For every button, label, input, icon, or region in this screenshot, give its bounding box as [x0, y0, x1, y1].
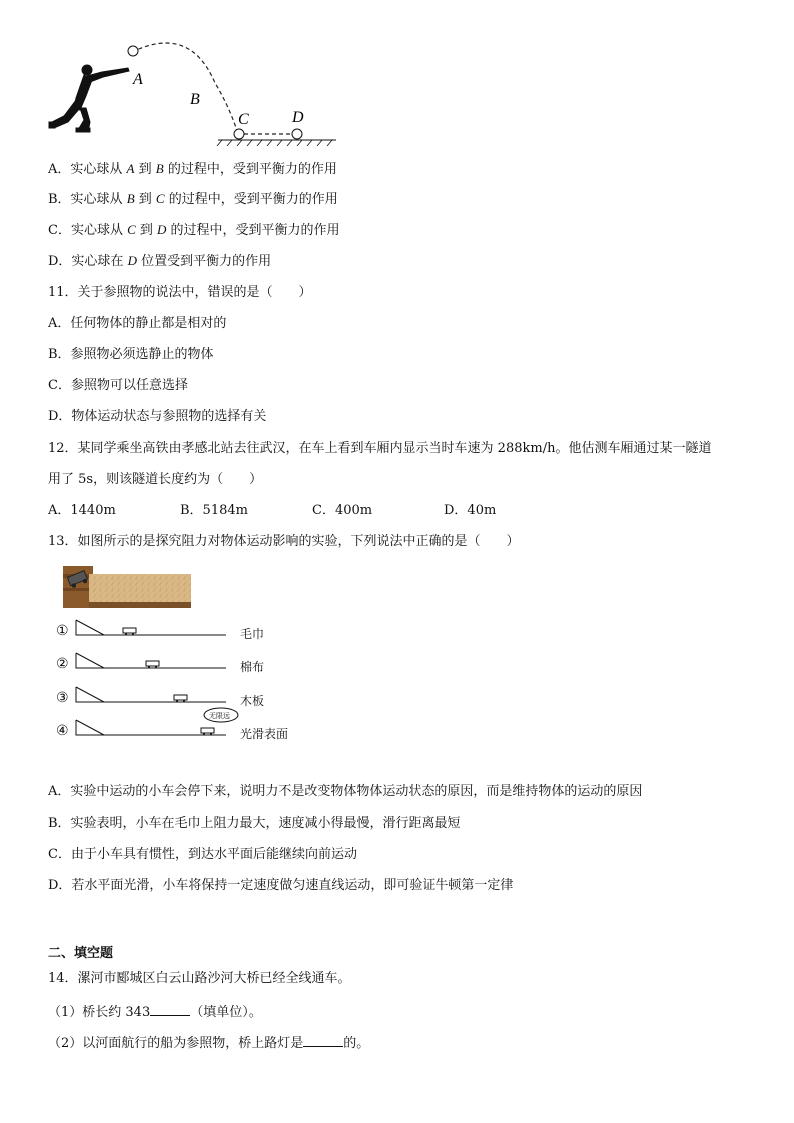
q13-option-d: D．若水平面光滑，小车将保持一定速度做匀速直线运动，即可验证牛顿第一定律 [48, 878, 514, 893]
ball-at-c [234, 129, 244, 139]
label-c: C [238, 111, 249, 128]
ground-hatching [217, 140, 332, 146]
shot-put-figure [40, 38, 350, 146]
q12-options [48, 502, 496, 520]
q14-p2-pre: （2）以河面航行的船为参照物，桥上路灯是 [48, 1036, 304, 1051]
q11-option-b: B．参照物必须选静止的物体 [48, 347, 214, 362]
row-num-2: ② [56, 657, 69, 672]
q12-option-a: A．1440m [48, 503, 116, 518]
q14-part1 [48, 1002, 262, 1022]
q11-option-a: A．任何物体的静止都是相对的 [48, 316, 227, 331]
q14-p1-pre: （1）桥长约 343 [48, 1005, 151, 1020]
q14-p1-post: （填单位）。 [190, 1005, 262, 1020]
q14-p2-post: 的。 [343, 1036, 370, 1051]
label-a: A [133, 71, 143, 88]
athlete-illustration [49, 65, 129, 132]
q11-option-c: C．参照物可以任意选择 [48, 378, 188, 393]
surface-label-1: 毛巾 [240, 627, 265, 641]
q12-stem-line1: 12．某同学乘坐高铁由孝感北站去往武汉，在车上看到车厢内显示当时车速为 288km/h。他估测车厢通过某一隧道 [48, 441, 712, 456]
q10d-pre: D．实心球在 [48, 254, 128, 269]
q14-blank-1[interactable] [150, 1002, 190, 1016]
ball-start [128, 46, 138, 56]
label-b: B [190, 91, 200, 108]
section-title: 二、填空题 [48, 946, 114, 961]
q10c-p1: C [127, 222, 136, 237]
q13-option-b: B．实验表明，小车在毛巾上阻力最大，速度减小得最慢，滑行距离最短 [48, 816, 461, 831]
surface-label-4: 光滑表面 [240, 727, 289, 741]
q14-blank-2[interactable] [303, 1033, 343, 1047]
surface-label-2: 棉布 [240, 660, 265, 674]
surface-label-3: 木板 [240, 694, 265, 708]
q12-option-b: B．5184m [180, 503, 248, 518]
q12-stem-line2: 用了 5s，则该隧道长度约为（ ） [48, 472, 263, 487]
q10b-post: 的过程中，受到平衡力的作用 [164, 192, 338, 207]
trajectory-path [132, 43, 238, 134]
ball-at-d [292, 129, 302, 139]
q10a-pre: A．实心球从 [48, 162, 127, 177]
q12-option-c: C．400m [312, 503, 373, 518]
q13-option-c: C．由于小车具有惯性，到达水平面后能继续向前运动 [48, 847, 357, 862]
q10c-mid: 到 [135, 223, 158, 238]
q11-option-d: D．物体运动状态与参照物的选择有关 [48, 409, 267, 424]
bubble-text: 无限远 [209, 712, 230, 720]
q10d-p1: D [127, 253, 137, 268]
ramp-photo [63, 566, 191, 608]
q12-option-d: D．40m [444, 503, 497, 518]
surfaces-diagram [56, 618, 306, 743]
row-num-4: ④ [56, 724, 69, 739]
q10a-mid: 到 [134, 162, 156, 177]
q13-stem: 13．如图所示的是探究阻力对物体运动影响的实验，下列说法中正确的是（ ） [48, 534, 520, 549]
q10-option-a [48, 160, 337, 179]
q10-option-b [48, 190, 338, 209]
q10d-post: 位置受到平衡力的作用 [136, 254, 272, 269]
q10a-post: 的过程中，受到平衡力的作用 [163, 162, 337, 177]
q10a-p1: A [126, 161, 135, 176]
q10c-pre: C．实心球从 [48, 223, 128, 238]
q10b-p2: C [155, 191, 165, 206]
q14-part2 [48, 1033, 369, 1053]
q14-stem: 14．漯河市郾城区白云山路沙河大桥已经全线通车。 [48, 971, 351, 986]
q10b-mid: 到 [134, 192, 156, 207]
q10-option-c [48, 221, 340, 240]
q13-option-a: A．实验中运动的小车会停下来，说明力不是改变物体物体运动状态的原因，而是维持物体的运动的原因 [48, 784, 643, 799]
q10b-pre: B．实心球从 [48, 192, 127, 207]
row-num-3: ③ [56, 691, 69, 706]
q10-option-d [48, 252, 271, 271]
label-d: D [292, 109, 304, 126]
q10b-p1: B [126, 191, 135, 206]
q10a-p2: B [155, 161, 164, 176]
q10c-post: 的过程中，受到平衡力的作用 [166, 223, 340, 238]
q10c-p2: D [157, 222, 167, 237]
row-num-1: ① [56, 624, 69, 639]
q11-stem: 11．关于参照物的说法中，错误的是（ ） [48, 285, 312, 300]
